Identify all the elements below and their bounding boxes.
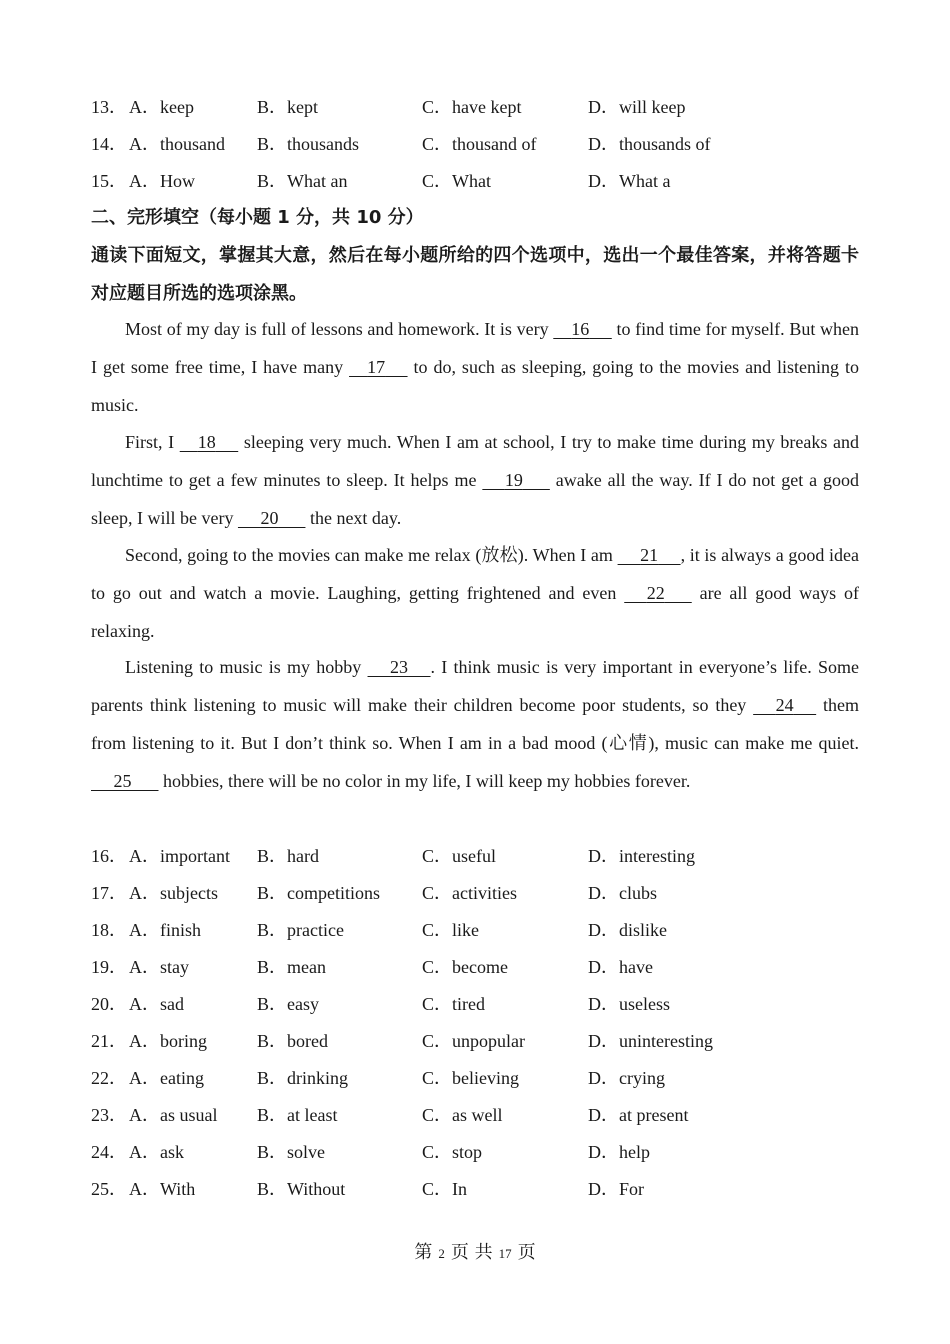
option-b: B．thousands	[257, 134, 360, 154]
question-number: 19．	[91, 957, 127, 977]
blank-22: 22	[646, 583, 665, 603]
blank-17: 17	[367, 357, 386, 377]
passage-text: . I think music is very important in everyone’s life. Some parents think listening to music will make their children become poor students, so they	[91, 657, 859, 715]
option-a: A．boring	[129, 1031, 207, 1051]
option-b: B．mean	[257, 957, 326, 977]
passage-text: awake all the way. If I do not get a good sleep, I will be very	[91, 470, 859, 528]
passage-text: Most of my day is full of lessons and homework. It is very	[125, 319, 554, 339]
option-b: B．bored	[257, 1031, 328, 1051]
option-a: A．keep	[129, 97, 194, 117]
question-number: 21．	[91, 1031, 127, 1051]
question-number: 14．	[91, 134, 127, 154]
option-a: A．stay	[129, 957, 189, 977]
option-d: D．What a	[588, 171, 671, 191]
option-c: C．useful	[422, 846, 496, 866]
passage-paragraph-3	[91, 536, 859, 650]
option-b: B．drinking	[257, 1068, 349, 1088]
question-row	[91, 126, 859, 163]
question-row	[91, 1023, 859, 1060]
option-c: C．What	[422, 171, 491, 191]
passage-text: , it is always a good idea to go out and watch a movie. Laughing, getting frightened and even	[91, 545, 859, 603]
question-number: 20．	[91, 994, 127, 1014]
option-d: D．interesting	[588, 846, 695, 866]
page-number: 2	[438, 1246, 445, 1261]
option-b: B．Without	[257, 1179, 346, 1199]
option-a: A．How	[129, 171, 195, 191]
passage-paragraph-4	[91, 648, 859, 800]
passage-text: them from listening to it. But I don’t think so. When I am in a bad mood (心情), music can make me quiet.	[91, 695, 859, 753]
option-b: B．What an	[257, 171, 348, 191]
question-row	[91, 1097, 859, 1134]
option-a: A．sad	[129, 994, 184, 1014]
option-a: A．With	[129, 1179, 196, 1199]
section-title: 二、完形填空（每小题 1 分，共 10 分）	[91, 207, 424, 228]
blank-20: 20	[260, 508, 279, 528]
passage-text: First, I	[125, 432, 180, 452]
option-b: B．kept	[257, 97, 318, 117]
option-c: C．believing	[422, 1068, 519, 1088]
question-row	[91, 1171, 859, 1208]
option-d: D．help	[588, 1142, 650, 1162]
question-row	[91, 163, 859, 200]
option-b: B．solve	[257, 1142, 326, 1162]
option-a: A．as usual	[129, 1105, 218, 1125]
footer-text: 页	[517, 1242, 536, 1263]
question-row	[91, 1134, 859, 1171]
option-b: B．competitions	[257, 883, 380, 903]
question-row	[91, 838, 859, 875]
option-c: C．become	[422, 957, 508, 977]
passage-text: Listening to music is my hobby	[125, 657, 368, 677]
option-a: A．thousand	[129, 134, 225, 154]
passage-text: to do, such as sleeping, going to the movies and listening to music.	[91, 357, 859, 415]
option-c: C．as well	[422, 1105, 503, 1125]
option-d: D．at present	[588, 1105, 689, 1125]
blank-19: 19	[504, 470, 523, 490]
question-number: 18．	[91, 920, 127, 940]
option-a: A．ask	[129, 1142, 184, 1162]
footer-text: 页 共	[450, 1242, 493, 1263]
option-d: D．clubs	[588, 883, 657, 903]
blank-16: 16	[571, 319, 590, 339]
passage-text: to find time for myself. But when I get some free time, I have many	[91, 319, 859, 377]
option-d: D．useless	[588, 994, 670, 1014]
option-c: C．tired	[422, 994, 485, 1014]
question-number: 22．	[91, 1068, 127, 1088]
question-row	[91, 1060, 859, 1097]
option-a: A．subjects	[129, 883, 218, 903]
blank-21: 21	[640, 545, 659, 565]
option-b: B．easy	[257, 994, 319, 1014]
question-row	[91, 875, 859, 912]
question-number: 24．	[91, 1142, 127, 1162]
option-b: B．hard	[257, 846, 319, 866]
option-c: C．thousand of	[422, 134, 537, 154]
question-number: 13．	[91, 97, 127, 117]
option-c: C．like	[422, 920, 479, 940]
question-row	[91, 89, 859, 126]
option-d: D．thousands of	[588, 134, 711, 154]
section-instruction: 通读下面短文，掌握其大意，然后在每小题所给的四个选项中，选出一个最佳答案，并将答题卡对应题目所选的选项涂黑。	[91, 245, 859, 304]
blank-18: 18	[197, 432, 216, 452]
footer-text: 第	[414, 1242, 433, 1263]
passage-paragraph-2	[91, 423, 859, 537]
option-c: C．unpopular	[422, 1031, 525, 1051]
option-c: C．stop	[422, 1142, 483, 1162]
passage-text: the next day.	[305, 508, 402, 528]
option-d: D．dislike	[588, 920, 667, 940]
blank-23: 23	[390, 657, 409, 677]
option-a: A．eating	[129, 1068, 204, 1088]
option-d: D．have	[588, 957, 653, 977]
passage-paragraph-1	[91, 310, 859, 424]
option-c: C．In	[422, 1179, 467, 1199]
question-number: 17．	[91, 883, 127, 903]
passage-text: Second, going to the movies can make me relax (放松). When I am	[125, 545, 618, 565]
passage-text: sleeping very much. When I am at school, I try to make time during my breaks and lunchtime to get a few minutes to sleep. It helps me	[91, 432, 859, 490]
question-number: 15．	[91, 171, 127, 191]
question-row	[91, 912, 859, 949]
option-d: D．uninteresting	[588, 1031, 713, 1051]
question-number: 23．	[91, 1105, 127, 1125]
question-number: 16．	[91, 846, 127, 866]
blank-25: 25	[113, 771, 132, 791]
option-d: D．For	[588, 1179, 645, 1199]
page-total: 17	[498, 1246, 512, 1261]
passage-text: hobbies, there will be no color in my life, I will keep my hobbies forever.	[158, 771, 691, 791]
option-a: A．finish	[129, 920, 201, 940]
passage-text: are all good ways of relaxing.	[91, 583, 860, 641]
blank-24: 24	[775, 695, 794, 715]
option-b: B．at least	[257, 1105, 338, 1125]
question-row	[91, 986, 859, 1023]
question-row	[91, 949, 859, 986]
question-number: 25．	[91, 1179, 127, 1199]
option-d: D．will keep	[588, 97, 686, 117]
option-c: C．have kept	[422, 97, 522, 117]
option-a: A．important	[129, 846, 230, 866]
option-c: C．activities	[422, 883, 517, 903]
page-footer	[0, 1238, 950, 1264]
option-b: B．practice	[257, 920, 344, 940]
option-d: D．crying	[588, 1068, 665, 1088]
